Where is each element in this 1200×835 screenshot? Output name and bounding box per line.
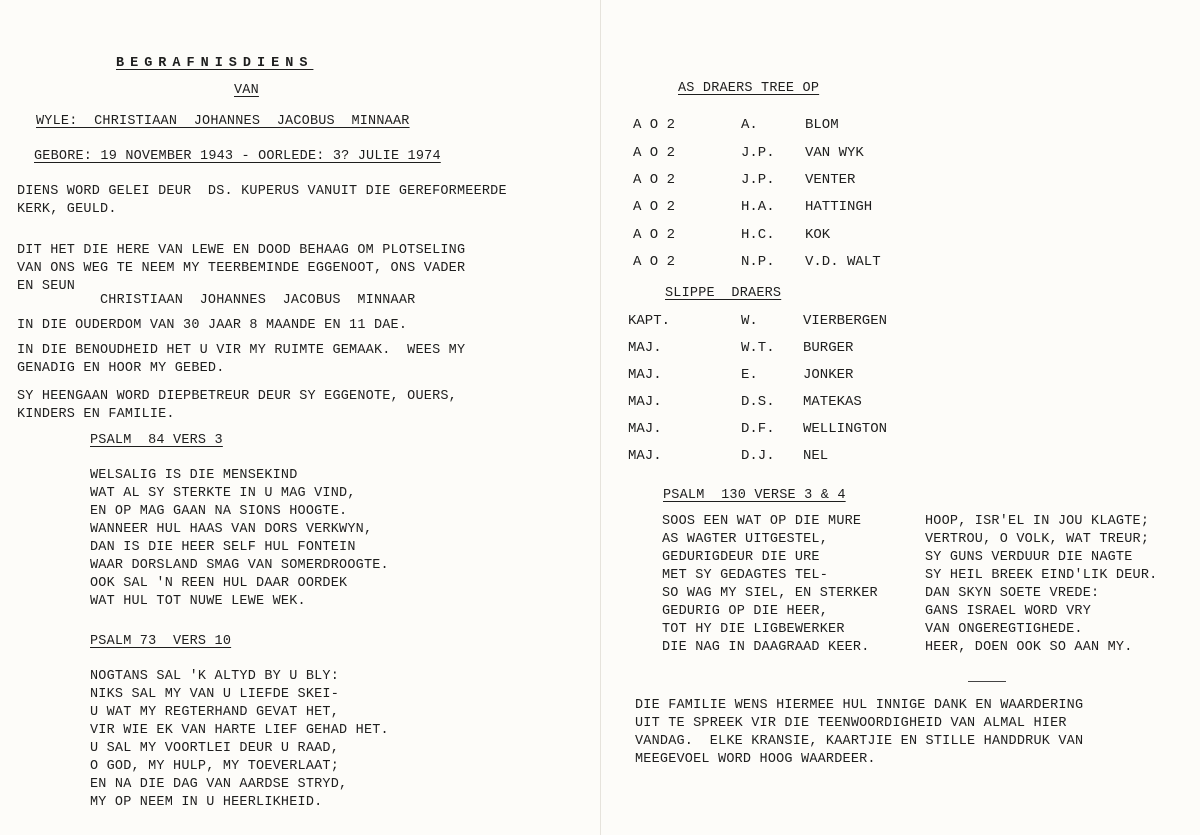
intro-line-3: EN SEUN: [17, 279, 76, 294]
slip-rank: MAJ.: [628, 421, 662, 437]
slip-surname: MATEKAS: [803, 394, 862, 410]
slip-surname: BURGER: [803, 340, 854, 356]
verse-line: AS WAGTER UITGESTEL,: [662, 532, 829, 547]
verse-line: DAN SKYN SOETE VREDE:: [925, 586, 1100, 601]
bearer-surname: HATTINGH: [805, 199, 873, 215]
verse-line: DIE NAG IN DAAGRAAD KEER.: [662, 640, 870, 655]
distress-line-2: GENADIG EN HOOR MY GEBED.: [17, 361, 225, 376]
verse-line: SY HEIL BREEK EIND'LIK DEUR.: [925, 568, 1158, 583]
verse-line: GEDURIG OP DIE HEER,: [662, 604, 829, 619]
verse-line: WELSALIG IS DIE MENSEKIND: [90, 468, 298, 483]
van-label: VAN: [234, 83, 259, 98]
slip-bearers-heading: SLIPPE DRAERS: [665, 286, 782, 301]
bearer-initials: H.C.: [741, 227, 775, 243]
slip-initials: D.F.: [741, 421, 775, 437]
psalm-130-heading: PSALM 130 VERSE 3 & 4: [663, 488, 846, 503]
intro-line-2: VAN ONS WEG TE NEEM MY TEERBEMINDE EGGENOOT, ONS VADER: [17, 261, 466, 276]
verse-line: NOGTANS SAL 'K ALTYD BY U BLY:: [90, 669, 340, 684]
list-item: [628, 313, 948, 333]
verse-line: EN OP MAG GAAN NA SIONS HOOGTE.: [90, 504, 348, 519]
verse-line: GANS ISRAEL WORD VRY: [925, 604, 1092, 619]
list-item: [628, 340, 948, 360]
verse-line: SO WAG MY SIEL, EN STERKER: [662, 586, 878, 601]
slip-rank: MAJ.: [628, 448, 662, 464]
deceased-name: WYLE: CHRISTIAAN JOHANNES JACOBUS MINNAAR: [36, 114, 410, 129]
mourned-line-2: KINDERS EN FAMILIE.: [17, 407, 175, 422]
bearer-rank: A O 2: [633, 227, 676, 243]
list-item: [633, 227, 933, 247]
list-item: [633, 145, 933, 165]
verse-line: VERTROU, O VOLK, WAT TREUR;: [925, 532, 1150, 547]
slip-surname: VIERBERGEN: [803, 313, 888, 329]
slip-surname: NEL: [803, 448, 829, 464]
bearer-rank: A O 2: [633, 199, 676, 215]
slip-initials: W.: [741, 313, 758, 329]
verse-line: WAAR DORSLAND SMAG VAN SOMERDROOGTE.: [90, 558, 389, 573]
bearer-initials: J.P.: [741, 172, 775, 188]
bearers-heading: AS DRAERS TREE OP: [678, 81, 820, 96]
verse-line: TOT HY DIE LIGBEWERKER: [662, 622, 845, 637]
bearer-initials: N.P.: [741, 254, 775, 270]
verse-line: NIKS SAL MY VAN U LIEFDE SKEI-: [90, 687, 340, 702]
list-item: [628, 421, 948, 441]
right-page: [601, 0, 1200, 835]
verse-line: WAT HUL TOT NUWE LEWE WEK.: [90, 594, 306, 609]
dates-line: GEBORE: 19 NOVEMBER 1943 - OORLEDE: 3? JULIE 1974: [34, 149, 441, 164]
verse-line: MY OP NEEM IN U HEERLIKHEID.: [90, 795, 323, 810]
verse-line: VAN ONGEREGTIGHEDE.: [925, 622, 1083, 637]
bearer-surname: VENTER: [805, 172, 856, 188]
slip-rank: MAJ.: [628, 367, 662, 383]
bearer-initials: J.P.: [741, 145, 775, 161]
slip-surname: JONKER: [803, 367, 854, 383]
thanks-line: VANDAG. ELKE KRANSIE, KAARTJIE EN STILLE HANDDRUK VAN: [635, 734, 1084, 749]
verse-line: DAN IS DIE HEER SELF HUL FONTEIN: [90, 540, 356, 555]
verse-line: HEER, DOEN OOK SO AAN MY.: [925, 640, 1133, 655]
slip-initials: D.S.: [741, 394, 775, 410]
bearer-initials: A.: [741, 117, 758, 133]
verse-line: U SAL MY VOORTLEI DEUR U RAAD,: [90, 741, 340, 756]
list-item: [633, 199, 933, 219]
bearer-rank: A O 2: [633, 117, 676, 133]
thanks-line: MEEGEVOEL WORD HOOG WAARDEER.: [635, 752, 876, 767]
slip-initials: D.J.: [741, 448, 775, 464]
bearer-surname: KOK: [805, 227, 831, 243]
verse-line: HOOP, ISR'EL IN JOU KLAGTE;: [925, 514, 1150, 529]
mourned-line-1: SY HEENGAAN WORD DIEPBETREUR DEUR SY EGGENOTE, OUERS,: [17, 389, 457, 404]
name-line: CHRISTIAAN JOHANNES JACOBUS MINNAAR: [100, 293, 416, 308]
verse-line: U WAT MY REGTERHAND GEVAT HET,: [90, 705, 340, 720]
bearer-surname: VAN WYK: [805, 145, 864, 161]
verse-line: OOK SAL 'N REEN HUL DAAR OORDEK: [90, 576, 348, 591]
bearer-rank: A O 2: [633, 172, 676, 188]
distress-line-1: IN DIE BENOUDHEID HET U VIR MY RUIMTE GEMAAK. WEES MY: [17, 343, 466, 358]
psalm-84-heading: PSALM 84 VERS 3: [90, 433, 223, 448]
list-item: [633, 172, 933, 192]
psalm-73-heading: PSALM 73 VERS 10: [90, 634, 232, 649]
thanks-line: DIE FAMILIE WENS HIERMEE HUL INNIGE DANK EN WAARDERING: [635, 698, 1084, 713]
slip-surname: WELLINGTON: [803, 421, 888, 437]
list-item: [628, 448, 948, 468]
service-line-2: KERK, GEULD.: [17, 202, 117, 217]
age-line: IN DIE OUDERDOM VAN 30 JAAR 8 MAANDE EN 11 DAE.: [17, 318, 408, 333]
verse-line: EN NA DIE DAG VAN AARDSE STRYD,: [90, 777, 348, 792]
bearer-surname: V.D. WALT: [805, 254, 881, 270]
divider: [968, 681, 1006, 682]
list-item: [628, 367, 948, 387]
bearer-surname: BLOM: [805, 117, 839, 133]
verse-line: MET SY GEDAGTES TEL-: [662, 568, 829, 583]
verse-line: O GOD, MY HULP, MY TOEVERLAAT;: [90, 759, 340, 774]
verse-line: VIR WIE EK VAN HARTE LIEF GEHAD HET.: [90, 723, 389, 738]
intro-line-1: DIT HET DIE HERE VAN LEWE EN DOOD BEHAAG OM PLOTSELING: [17, 243, 466, 258]
verse-line: SY GUNS VERDUUR DIE NAGTE: [925, 550, 1133, 565]
verse-line: WANNEER HUL HAAS VAN DORS VERKWYN,: [90, 522, 373, 537]
slip-rank: MAJ.: [628, 394, 662, 410]
service-line-1: DIENS WORD GELEI DEUR DS. KUPERUS VANUIT DIE GEREFORMEERDE: [17, 184, 507, 199]
document-title: BEGRAFNISDIENS: [116, 56, 314, 71]
list-item: [633, 117, 933, 137]
slip-initials: W.T.: [741, 340, 775, 356]
list-item: [628, 394, 948, 414]
verse-line: WAT AL SY STERKTE IN U MAG VIND,: [90, 486, 356, 501]
bearer-rank: A O 2: [633, 145, 676, 161]
bearer-rank: A O 2: [633, 254, 676, 270]
verse-line: GEDURIGDEUR DIE URE: [662, 550, 820, 565]
slip-initials: E.: [741, 367, 758, 383]
bearer-initials: H.A.: [741, 199, 775, 215]
thanks-line: UIT TE SPREEK VIR DIE TEENWOORDIGHEID VAN ALMAL HIER: [635, 716, 1067, 731]
slip-rank: MAJ.: [628, 340, 662, 356]
list-item: [633, 254, 933, 274]
verse-line: SOOS EEN WAT OP DIE MURE: [662, 514, 862, 529]
slip-rank: KAPT.: [628, 313, 671, 329]
